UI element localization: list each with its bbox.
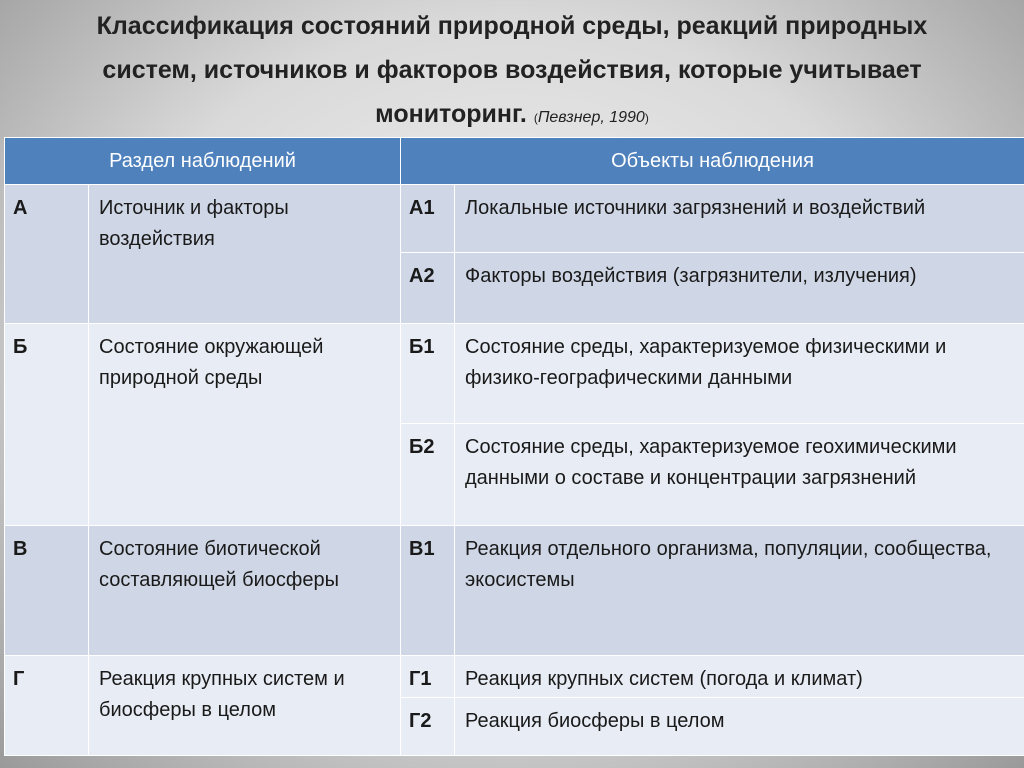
section-code: Б <box>5 324 89 526</box>
section-code: А <box>5 185 89 324</box>
object-code: Б1 <box>401 324 455 424</box>
citation-open-paren: ( <box>533 111 538 125</box>
object-text: Состояние среды, характеризуемое физическими и физико-географическими данными <box>455 324 1024 424</box>
section-name: Состояние окружающей природной среды <box>89 324 401 526</box>
title-citation <box>534 109 649 126</box>
title-line-2: систем, источников и факторов воздействия, которые учитывает <box>102 56 922 84</box>
object-text: Состояние среды, характеризуемое геохимическими данными о составе и концентрации загрязнений <box>455 424 1024 526</box>
section-code: В <box>5 526 89 656</box>
title-line-1: Классификация состояний природной среды, реакций природных <box>96 12 928 40</box>
classification-table <box>4 137 1024 756</box>
object-code: Г1 <box>401 656 455 698</box>
section-name: Источник и факторы воздействия <box>89 185 401 324</box>
title-line-3 <box>0 92 1024 140</box>
object-text: Реакция отдельного организма, популяции, сообщества, экосистемы <box>455 526 1024 656</box>
title-dot: . <box>519 100 534 128</box>
object-code: В1 <box>401 526 455 656</box>
header-observation-objects: Объекты наблюдения <box>401 138 1024 185</box>
object-code: Б2 <box>401 424 455 526</box>
table-row <box>5 324 1024 424</box>
table-header-row <box>5 138 1024 185</box>
section-code: Г <box>5 656 89 756</box>
section-name: Состояние биотической составляющей биосферы <box>89 526 401 656</box>
table-row <box>5 526 1024 656</box>
table-row <box>5 656 1024 698</box>
object-text: Реакция крупных систем (погода и климат) <box>455 656 1024 698</box>
header-observation-section: Раздел наблюдений <box>5 138 401 185</box>
object-code: А2 <box>401 253 455 324</box>
citation-close-paren: ) <box>644 111 649 125</box>
section-name: Реакция крупных систем и биосферы в целом <box>89 656 401 756</box>
object-code: А1 <box>401 185 455 253</box>
table-row <box>5 185 1024 253</box>
object-text: Реакция биосферы в целом <box>455 698 1024 756</box>
citation-text: Певзнер, 1990 <box>537 109 645 126</box>
object-text: Факторы воздействия (загрязнители, излучения) <box>455 253 1024 324</box>
title-line-3-main: мониторинг <box>375 100 520 128</box>
slide-title <box>0 4 1024 140</box>
object-text: Локальные источники загрязнений и воздействий <box>455 185 1024 253</box>
object-code: Г2 <box>401 698 455 756</box>
